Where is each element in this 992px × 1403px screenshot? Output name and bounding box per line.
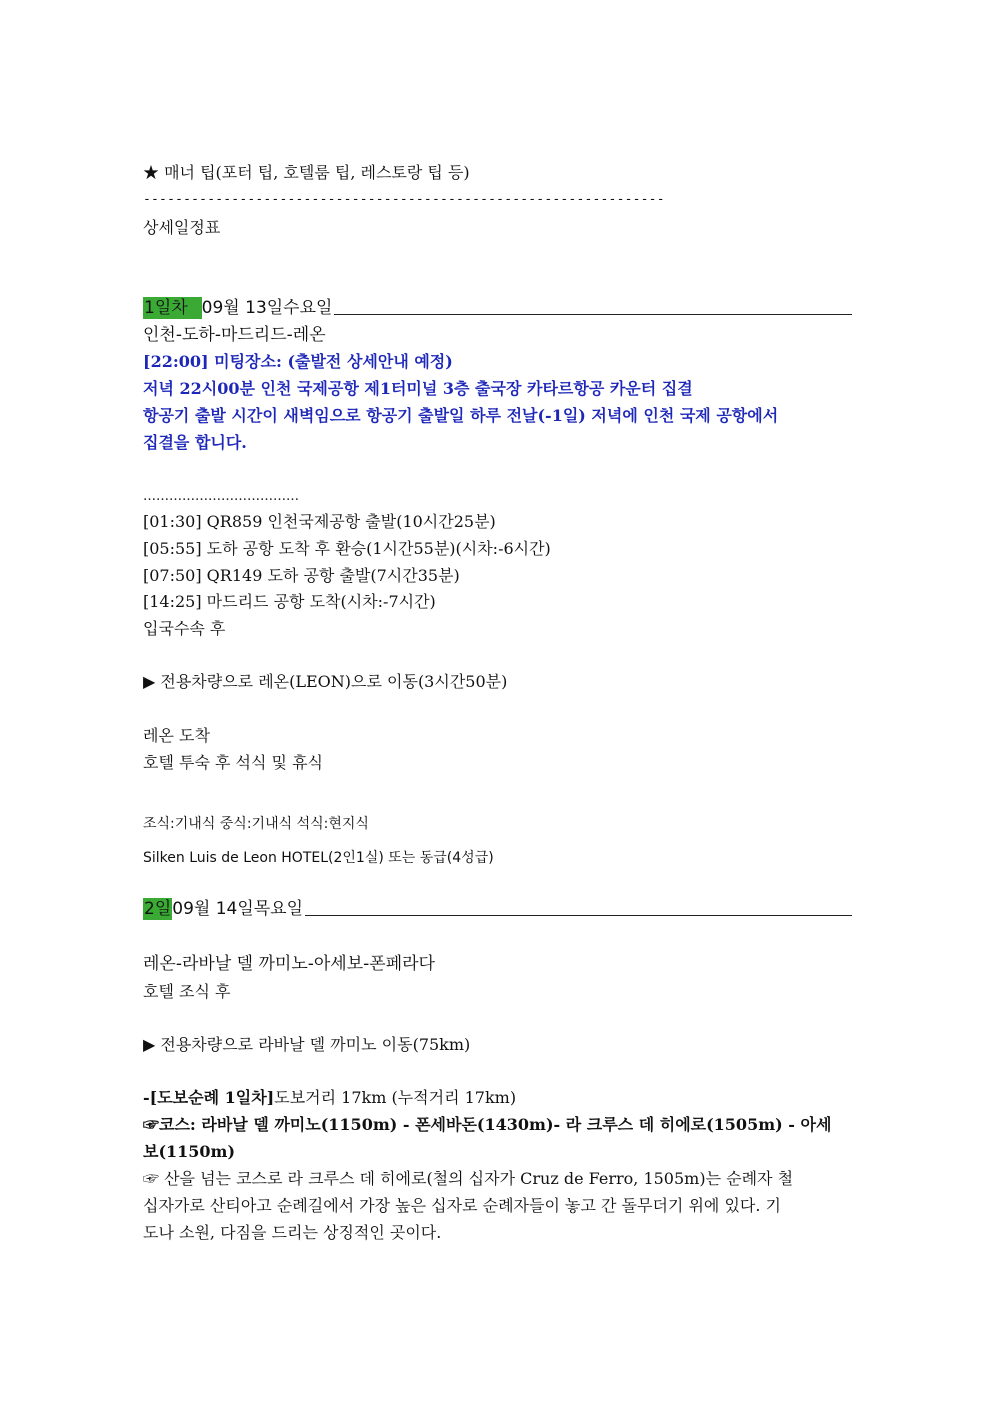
day2-walk-distance: 도보거리 17km (누적거리 17km) bbox=[274, 1088, 517, 1107]
day2-desc-2: 십자가로 산티아고 순례길에서 가장 높은 십자로 순례자들이 놓고 간 돌무더기 위에 있다. 기 bbox=[143, 1196, 781, 1215]
day1-route: 인천-도하-마드리드-레온 bbox=[143, 325, 326, 345]
day2-desc-1: ☞ 산을 넘는 코스로 라 크루스 데 히에로(철의 십자가 Cruz de Ferro, 1505m)는 순례자 철 bbox=[143, 1169, 794, 1188]
day1-hotel: Silken Luis de Leon HOTEL(2인1실) 또는 동급(4성급) bbox=[143, 850, 494, 866]
day2-route: 레온-라바날 델 까미노-아세보-폰페라다 bbox=[143, 954, 435, 974]
manner-tip-line: ★ 매너 팁(포터 팁, 호텔룸 팁, 레스토랑 팁 등) bbox=[143, 163, 470, 182]
day1-hotel-rest: 호텔 투숙 후 석식 및 휴식 bbox=[143, 753, 323, 772]
day2-desc-3: 도나 소원, 다짐을 드리는 상징적인 곳이다. bbox=[143, 1223, 442, 1242]
day1-transfer: ▶ 전용차량으로 레온(LEON)으로 이동(3시간50분) bbox=[143, 672, 508, 691]
day1-header bbox=[143, 295, 852, 319]
day2-badge: 2일 bbox=[144, 899, 172, 919]
flight-item: [01:30] QR859 인천국제공항 출발(10시간25분) bbox=[143, 512, 496, 531]
day1-badge: 1일차 bbox=[143, 297, 202, 319]
day2-breakfast: 호텔 조식 후 bbox=[143, 982, 231, 1001]
day2-course-1: ☞코스: 라바날 델 까미노(1150m) - 폰세바돈(1430m)- 라 크루스 데 히에로(1505m) - 아세 bbox=[143, 1115, 832, 1134]
day2-date: 09월 14일목요일 bbox=[172, 899, 304, 919]
day1-dots: ……………………………… bbox=[143, 489, 299, 504]
day1-notice-1: 항공기 출발 시간이 새벽임으로 항공기 출발일 하루 전날(-1일) 저녁에 인천 국제 공항에서 bbox=[143, 406, 779, 425]
itinerary-title: 상세일정표 bbox=[143, 218, 221, 237]
flight-item: [05:55] 도하 공항 도착 후 환승(1시간55분)(시차:-6시간) bbox=[143, 539, 551, 558]
day1-meals: 조식:기내식 중식:기내식 석식:현지식 bbox=[143, 816, 369, 832]
flight-item: [07:50] QR149 도하 공항 출발(7시간35분) bbox=[143, 566, 460, 585]
day1-date: 09월 13일수요일 bbox=[201, 298, 333, 318]
day1-notice-2: 집결을 합니다. bbox=[143, 433, 247, 452]
day2-walk-label: -[도보순례 1일차] bbox=[143, 1088, 275, 1107]
day2-course-2: 보(1150m) bbox=[143, 1142, 236, 1161]
day2-rule bbox=[305, 915, 852, 916]
day1-rule bbox=[334, 314, 852, 315]
day2-walk-line bbox=[143, 1087, 516, 1109]
dash-divider: ----------------------------------------------------------------- bbox=[143, 192, 665, 207]
day1-arrival: 레온 도착 bbox=[143, 726, 210, 745]
day2-header bbox=[143, 896, 852, 920]
day1-meeting-detail: 저녁 22시00분 인천 국제공항 제1터미널 3층 출국장 카타르항공 카운터 집결 bbox=[143, 379, 693, 398]
day2-transfer: ▶ 전용차량으로 라바날 델 까미노 이동(75km) bbox=[143, 1035, 471, 1054]
day1-meeting-title: [22:00] 미팅장소: (출발전 상세안내 예정) bbox=[143, 352, 453, 371]
day1-customs: 입국수속 후 bbox=[143, 619, 226, 638]
flight-item: [14:25] 마드리드 공항 도착(시차:-7시간) bbox=[143, 592, 436, 611]
